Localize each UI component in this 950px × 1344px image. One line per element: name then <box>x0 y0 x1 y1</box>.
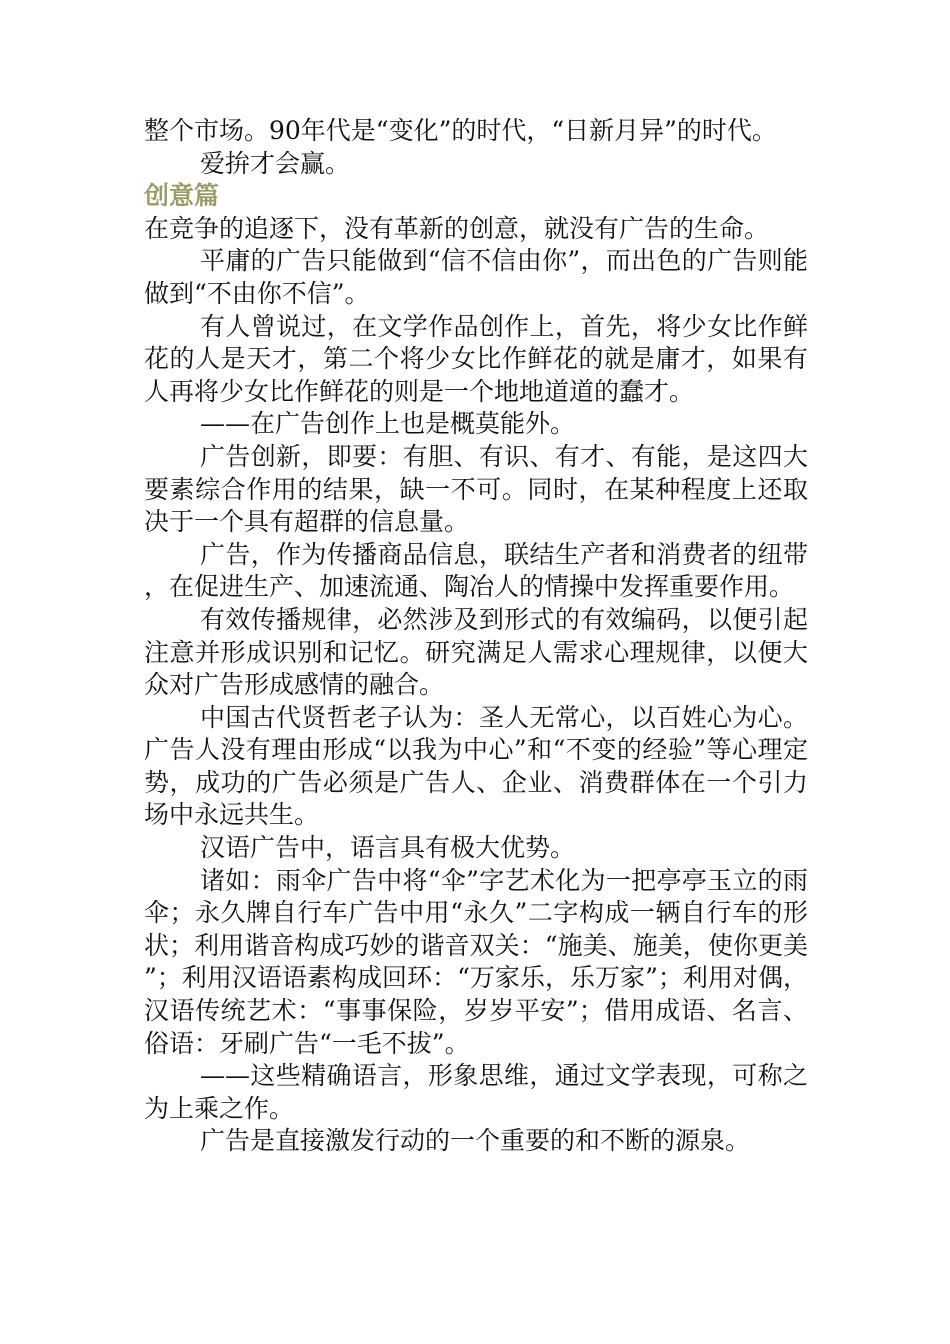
paragraph-innovation-elements: 广告创新，即要：有胆、有识、有才、有能，是这四大要素综合作用的结果，缺一不可。同时，在某种程度上还取决于一个具有超群的信息量。 <box>144 441 808 537</box>
paragraph-competition: 在竞争的追逐下，没有革新的创意，就没有广告的生命。 <box>144 213 770 243</box>
paragraph-source-of-action: 广告是直接激发行动的一个重要的和不断的源泉。 <box>200 1126 751 1156</box>
paragraph-laozi: 中国古代贤哲老子认为：圣人无常心，以百姓心为心。广告人没有理由形成“以我为中心”和“不变的经验”等心理定势，成功的广告必须是广告人、企业、消费群体在一个引力场中永远共生。 <box>144 702 808 830</box>
paragraph-advertising-role: 广告，作为传播商品信息，联结生产者和消费者的纽带，在促进生产、加速流通、陶冶人的情操中发挥重要作用。 <box>144 539 808 602</box>
paragraph-mediocre-vs-outstanding: 平庸的广告只能做到“信不信由你”，而出色的广告则能做到“不由你不信”。 <box>144 246 808 308</box>
paragraph-examples: 诸如：雨伞广告中将“伞”字艺术化为一把亭亭玉立的雨伞；永久牌自行车广告中用“永久”二字构成一辆自行车的形状；利用谐音构成巧妙的谐音双关：“施美、施美，使你更美”；利用汉语语素构成回环：“万家乐，乐万家”；利用对偶，汉语传统艺术：“事事保险，岁岁平安”；借用成语、名言、俗语：牙刷广告“一毛不拔”。 <box>144 865 808 1058</box>
paragraph-communication-rules: 有效传播规律，必然涉及到形式的有效编码，以便引起注意并形成识别和记忆。研究满足人需求心理规律，以便大众对广告形成感情的融合。 <box>144 604 808 700</box>
paragraph-flower-metaphor: 有人曾说过，在文学作品创作上，首先，将少女比作鲜花的人是天才，第二个将少女比作鲜花的就是庸才，如果有人再将少女比作鲜花的则是一个地地道道的蠢才。 <box>144 311 808 406</box>
paragraph-chinese-language-advantage: 汉语广告中，语言具有极大优势。 <box>200 833 576 863</box>
paragraph-literary-expression: ——这些精确语言，形象思维，通过文学表现，可称之为上乘之作。 <box>144 1061 808 1123</box>
paragraph-no-exception: ——在广告创作上也是概莫能外。 <box>200 409 576 439</box>
paragraph-motto: 爱拚才会赢。 <box>200 148 351 178</box>
paragraph-intro-continuation: 整个市场。90年代是“变化”的时代，“日新月异”的时代。 <box>144 116 777 145</box>
document-body <box>144 115 808 1158</box>
section-heading-creativity: 创意篇 <box>144 181 220 211</box>
